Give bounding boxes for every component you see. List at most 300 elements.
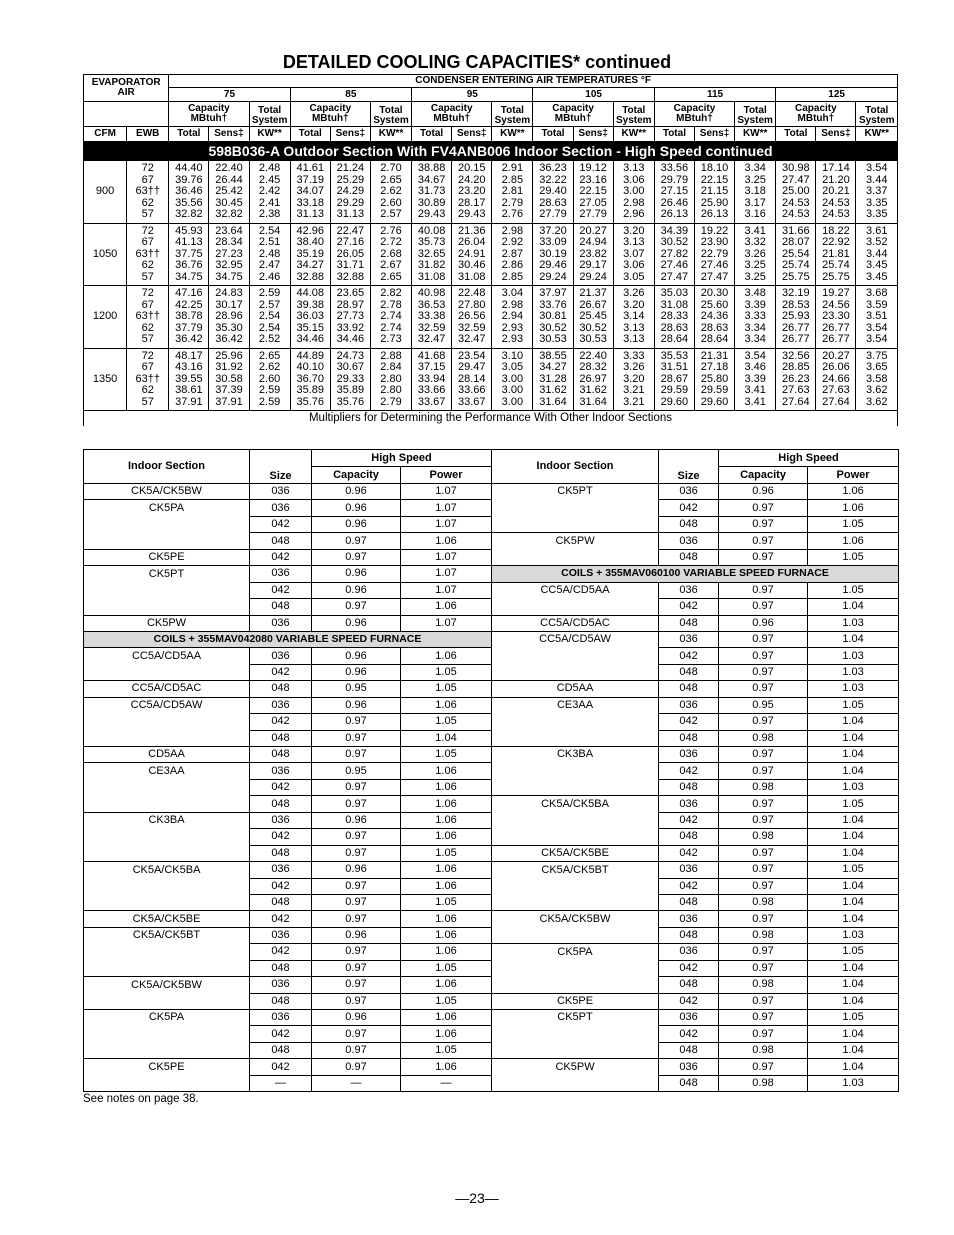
power-cell: 1.04: [808, 1042, 899, 1058]
size-cell: 036: [659, 1010, 719, 1026]
value: 37.75: [175, 247, 203, 260]
power-cell: 1.05: [808, 549, 899, 565]
power-cell: 1.04: [808, 763, 899, 779]
value: 30.52: [660, 236, 689, 248]
multiplier-row: [84, 664, 899, 680]
kw-header: KW**: [249, 127, 290, 142]
capacity-cell: 0.97: [312, 977, 401, 993]
value: 3.32: [744, 236, 766, 248]
power-cell: 1.05: [808, 697, 899, 713]
value: 3.21: [623, 395, 645, 408]
value: 3.26: [623, 361, 645, 373]
value: 3.39: [744, 372, 766, 385]
value: 38.88: [417, 162, 446, 174]
value: 35.76: [336, 395, 365, 408]
value: 29.46: [539, 259, 567, 271]
value: 30.53: [539, 333, 567, 345]
value-cell: [613, 223, 654, 286]
indoor-section-name: [84, 829, 250, 845]
capacity-header: Capacity MBtuh†: [412, 102, 492, 127]
indoor-section-name: [84, 944, 250, 960]
value: 30.53: [579, 333, 607, 345]
value-cell: [856, 223, 898, 286]
capacity-cell: 0.95: [312, 763, 401, 779]
indoor-section-name: CK5PW: [492, 1059, 659, 1075]
sens-header: Sens‡: [573, 127, 613, 142]
value: 32.82: [215, 208, 243, 220]
temp-header-85: 85: [290, 88, 411, 102]
value: 31.64: [539, 395, 567, 408]
value: 21.36: [457, 224, 486, 237]
capacity-cell: 0.97: [312, 911, 401, 927]
indoor-section-name: [84, 779, 250, 795]
value: 30.89: [417, 196, 446, 209]
value: 2.65: [380, 270, 402, 283]
value: 19.22: [700, 224, 729, 237]
value: 3.75: [866, 349, 888, 362]
value: 31.92: [215, 361, 243, 373]
value: 36.03: [296, 310, 324, 322]
value: 33.67: [457, 395, 486, 408]
value: 2.65: [380, 173, 402, 186]
size-cell: 048: [250, 960, 312, 976]
value: 44.40: [175, 162, 203, 174]
value: 3.10: [501, 349, 524, 362]
multiplier-row: [84, 763, 899, 779]
value: 2.80: [380, 384, 402, 396]
value-cell: [573, 348, 613, 411]
size-cell: 036: [659, 533, 719, 549]
value: 24.73: [336, 349, 365, 362]
capacity-header: Capacity MBtuh†: [776, 102, 856, 127]
value-cell: [654, 161, 694, 224]
size-cell: 042: [250, 878, 312, 894]
value: 20.27: [579, 224, 607, 237]
capacity-cell: 0.97: [719, 1010, 808, 1026]
capacity-cell: 0.97: [719, 1026, 808, 1042]
value-cell: [330, 223, 370, 286]
value: 44.08: [296, 287, 324, 299]
value-cell: [573, 286, 613, 349]
value: 26.67: [579, 298, 607, 311]
value-cell: [694, 286, 734, 349]
indoor-section-name: [492, 730, 659, 746]
value: 40.98: [417, 287, 446, 299]
furnace-band: COILS + 355MAV060100 VARIABLE SPEED FURNACE: [492, 566, 899, 582]
value-cell: [452, 348, 492, 411]
value: 23.82: [579, 247, 607, 260]
indoor-section-name: CK5A/CK5BW: [84, 977, 250, 993]
size-cell: 048: [659, 894, 719, 910]
size-cell: 036: [250, 812, 312, 828]
value-cell: [694, 161, 734, 224]
value: 38.40: [296, 236, 324, 248]
power-cell: 1.06: [401, 599, 492, 615]
power-cell: 1.04: [808, 993, 899, 1009]
value: 26.05: [336, 247, 365, 260]
value: 28.53: [782, 298, 810, 311]
value: 30.81: [539, 310, 567, 322]
multiplier-row: [84, 993, 899, 1009]
indoor-section-name: CC5A/CD5AW: [492, 631, 659, 647]
kw-header: KW**: [856, 127, 898, 142]
value: 30.46: [457, 259, 486, 271]
indoor-section-name: CD5AA: [84, 747, 250, 763]
ewb-value: 57: [141, 333, 154, 345]
value-cell: [169, 348, 209, 411]
data-group-row: [84, 348, 898, 411]
sens-header: Sens‡: [816, 127, 856, 142]
size-cell: 048: [250, 681, 312, 697]
size-cell: 042: [250, 1026, 312, 1042]
capacity-cell: 0.97: [719, 714, 808, 730]
value: 29.59: [660, 384, 689, 396]
value: 22.40: [215, 162, 243, 174]
size-cell: 042: [659, 763, 719, 779]
indoor-section-name: CK5PT: [492, 484, 659, 500]
size-cell: 036: [659, 747, 719, 763]
value: 3.13: [623, 333, 645, 345]
size-cell: 048: [250, 747, 312, 763]
value: 34.39: [660, 224, 689, 237]
size-cell: 036: [659, 862, 719, 878]
power-cell: 1.05: [808, 582, 899, 598]
total-system-header: Total System: [613, 102, 654, 127]
size-cell: 042: [250, 779, 312, 795]
multipliers-table: [83, 449, 899, 1092]
value-cell: [613, 286, 654, 349]
capacity-header-row: [84, 102, 898, 127]
power-cell: 1.06: [401, 1026, 492, 1042]
value: 2.48: [258, 247, 281, 260]
capacity-cell: 0.98: [719, 779, 808, 795]
indoor-section-name: CK5PA: [84, 500, 250, 516]
value: 27.47: [782, 173, 810, 186]
power-cell: 1.04: [401, 730, 492, 746]
value: 35.30: [215, 321, 243, 334]
total-system-header: Total System: [370, 102, 411, 127]
data-group-row: [84, 286, 898, 349]
capacity-cell: 0.97: [719, 747, 808, 763]
value: 37.15: [417, 361, 446, 373]
value: 2.73: [380, 333, 402, 345]
multiplier-row: [84, 829, 899, 845]
value: 31.71: [336, 259, 365, 271]
multiplier-row: [84, 927, 899, 943]
value: 26.23: [782, 372, 810, 385]
value-cell: [290, 348, 330, 411]
value: 3.61: [866, 224, 888, 237]
capacity-cell: 0.97: [719, 664, 808, 680]
ewb-value: 72: [141, 287, 154, 299]
indoor-section-name: [492, 763, 659, 779]
value-cell: [856, 286, 898, 349]
value: 2.96: [623, 208, 645, 220]
value: 2.62: [380, 185, 402, 197]
size-cell: 048: [659, 615, 719, 631]
capacity-cell: —: [312, 1075, 401, 1091]
value: 30.52: [539, 321, 567, 334]
value: 30.67: [336, 361, 365, 373]
value: 28.63: [539, 196, 567, 209]
multiplier-row: [84, 862, 899, 878]
size-cell: 048: [250, 599, 312, 615]
value-cell: [370, 223, 411, 286]
value: 3.26: [744, 247, 766, 260]
value: 3.41: [744, 384, 766, 396]
value: 26.56: [457, 310, 486, 322]
size-cell: 048: [659, 549, 719, 565]
value: 35.89: [296, 384, 324, 396]
capacity-cell: 0.97: [719, 599, 808, 615]
evaporator-air-header: EVAPORATOR AIR: [84, 75, 169, 102]
value: 35.76: [296, 395, 324, 408]
value-cell: [816, 286, 856, 349]
value-cell: [412, 286, 452, 349]
temperature-header-row: [84, 88, 898, 102]
value-cell: [169, 161, 209, 224]
capacity-cell: 0.96: [312, 566, 401, 582]
multiplier-row: [84, 812, 899, 828]
value: 40.10: [296, 361, 324, 373]
indoor-section-name: [84, 1042, 250, 1058]
value: 25.80: [700, 372, 729, 385]
value: 2.87: [501, 247, 524, 260]
value: 32.95: [215, 259, 243, 271]
value: 23.30: [822, 310, 850, 322]
capacity-cell: 0.97: [312, 549, 401, 565]
value: 2.59: [258, 287, 281, 299]
multiplier-row: [84, 500, 899, 516]
indoor-section-name: [84, 894, 250, 910]
value: 33.76: [539, 298, 567, 311]
ewb-value: 67: [141, 236, 154, 248]
size-cell: 036: [659, 697, 719, 713]
power-cell: 1.04: [808, 960, 899, 976]
value: 27.73: [336, 310, 365, 322]
value: 30.98: [782, 162, 810, 174]
indoor-section-name: [84, 1075, 250, 1091]
value: 48.17: [175, 349, 203, 362]
value: 34.07: [296, 185, 324, 197]
value: 3.34: [744, 333, 766, 345]
value: 3.25: [744, 270, 766, 283]
multiplier-row: [84, 631, 899, 647]
power-cell: 1.07: [401, 566, 492, 582]
furnace-band: COILS + 355MAV042080 VARIABLE SPEED FURNACE: [84, 631, 492, 647]
value: 19.12: [579, 162, 607, 174]
value: 2.94: [501, 310, 524, 322]
capacity-cell: 0.97: [312, 1059, 401, 1075]
multiplier-row: [84, 599, 899, 615]
size-cell: 036: [250, 862, 312, 878]
indoor-section-name: CK5PA: [84, 1010, 250, 1026]
power-cell: 1.06: [401, 878, 492, 894]
indoor-section-name: [84, 878, 250, 894]
power-cell: 1.05: [808, 796, 899, 812]
size-cell: 036: [659, 796, 719, 812]
value: 27.79: [539, 208, 567, 220]
value: 2.57: [380, 208, 402, 220]
value: 2.57: [258, 298, 281, 311]
value-cell: [209, 223, 249, 286]
value: 26.04: [457, 236, 486, 248]
ewb-value: 67: [141, 173, 154, 186]
power-cell: 1.03: [808, 648, 899, 664]
value: 2.47: [258, 259, 281, 271]
power-cell: 1.06: [401, 648, 492, 664]
ewb-value: 72: [141, 224, 154, 237]
power-cell: 1.06: [401, 763, 492, 779]
value: 47.16: [175, 287, 203, 299]
ewb-cell: [127, 286, 169, 349]
capacity-cell: 0.97: [719, 796, 808, 812]
value: 23.16: [579, 173, 607, 186]
size-cell: 042: [659, 993, 719, 1009]
value: 31.73: [417, 185, 446, 197]
value: 26.77: [782, 333, 810, 345]
indoor-section-name: [492, 927, 659, 943]
value: 2.88: [380, 349, 402, 362]
size-header: Size: [250, 450, 312, 484]
power-cell: 1.06: [808, 533, 899, 549]
value: 2.51: [258, 236, 281, 248]
value: 19.27: [822, 287, 850, 299]
size-cell: 042: [250, 664, 312, 680]
power-cell: 1.05: [401, 664, 492, 680]
value: 23.64: [215, 224, 243, 237]
value: 3.05: [623, 270, 645, 283]
value: 34.27: [539, 361, 567, 373]
indoor-section-header-right: Indoor Section: [492, 450, 659, 484]
page-number: —23—: [455, 1190, 499, 1206]
value: 32.65: [417, 247, 446, 260]
value: 3.35: [866, 208, 888, 220]
value: 33.09: [539, 236, 567, 248]
value: 38.55: [539, 349, 567, 362]
size-cell: 042: [659, 960, 719, 976]
value: 2.67: [380, 259, 402, 271]
power-header-right: Power: [808, 467, 899, 484]
value: 29.79: [660, 173, 689, 186]
high-speed-header: High Speed: [312, 450, 492, 467]
value: 24.29: [336, 185, 365, 197]
value-cell: [452, 223, 492, 286]
size-cell: 048: [250, 1042, 312, 1058]
value: 22.40: [579, 349, 607, 362]
value: 31.62: [539, 384, 567, 396]
value: 24.53: [822, 208, 850, 220]
value: 32.47: [417, 333, 446, 345]
power-cell: 1.06: [401, 533, 492, 549]
value: 25.60: [700, 298, 729, 311]
value-cell: [290, 286, 330, 349]
power-cell: 1.05: [401, 714, 492, 730]
value: 2.98: [623, 196, 645, 209]
size-cell: 048: [659, 829, 719, 845]
value: 3.65: [866, 361, 888, 373]
indoor-section-name: CK5PE: [84, 549, 250, 565]
value: 28.96: [215, 310, 243, 322]
value: 29.60: [700, 395, 729, 408]
indoor-section-name: CK5A/CK5BE: [492, 845, 659, 861]
value: 31.08: [660, 298, 689, 311]
value: 22.47: [336, 224, 365, 237]
value: 20.27: [822, 349, 850, 362]
power-cell: 1.05: [401, 845, 492, 861]
value: 33.38: [417, 310, 446, 322]
value: 36.42: [215, 333, 243, 345]
value: 31.28: [539, 372, 567, 385]
capacity-cell: 0.97: [719, 878, 808, 894]
multiplier-row: [84, 944, 899, 960]
value: 32.22: [539, 173, 567, 186]
indoor-section-name: [492, 1075, 659, 1091]
power-cell: 1.05: [808, 1010, 899, 1026]
value-cell: [169, 223, 209, 286]
value: 37.19: [296, 173, 324, 186]
value: 24.36: [700, 310, 729, 322]
multiplier-row: [84, 549, 899, 565]
size-cell: 036: [250, 977, 312, 993]
value: 28.64: [700, 333, 729, 345]
power-cell: 1.04: [808, 730, 899, 746]
power-cell: 1.04: [808, 747, 899, 763]
indoor-section-name: CK5PT: [84, 566, 250, 582]
power-cell: 1.06: [401, 796, 492, 812]
value: 22.15: [700, 173, 729, 186]
value: 29.24: [579, 270, 607, 283]
value: 27.05: [579, 196, 607, 209]
power-cell: 1.05: [401, 747, 492, 763]
value: 29.24: [539, 270, 567, 283]
value: 2.76: [501, 208, 524, 220]
value-cell: [533, 286, 573, 349]
capacity-cell: 0.97: [312, 730, 401, 746]
value: 25.90: [700, 196, 729, 209]
total-system-header: Total System: [856, 102, 898, 127]
value: 2.82: [380, 287, 402, 299]
value: 2.41: [258, 196, 281, 209]
power-cell: 1.04: [808, 977, 899, 993]
power-cell: 1.05: [401, 1042, 492, 1058]
multiplier-row: [84, 878, 899, 894]
value: 25.75: [782, 270, 810, 283]
value: 44.89: [296, 349, 324, 362]
capacity-cell: 0.96: [312, 615, 401, 631]
value: 31.08: [457, 270, 486, 283]
size-cell: 048: [659, 779, 719, 795]
total-header: Total: [169, 127, 209, 142]
value: 3.62: [866, 384, 888, 396]
indoor-section-name: [84, 664, 250, 680]
indoor-section-name: CK5A/CK5BA: [84, 862, 250, 878]
value: 2.93: [501, 333, 524, 345]
power-cell: 1.06: [401, 944, 492, 960]
value: 30.58: [215, 372, 243, 385]
value: 28.64: [660, 333, 689, 345]
multiplier-row: [84, 1010, 899, 1026]
value: 23.90: [700, 236, 729, 248]
value: 3.13: [623, 162, 645, 174]
value: 26.44: [215, 173, 243, 186]
value: 31.66: [782, 224, 810, 237]
page-title: DETAILED COOLING CAPACITIES* continued: [282, 52, 672, 72]
multiplier-row: [84, 516, 899, 532]
capacity-cell: 0.97: [719, 1059, 808, 1075]
size-cell: 048: [659, 730, 719, 746]
value: 2.91: [501, 162, 524, 174]
